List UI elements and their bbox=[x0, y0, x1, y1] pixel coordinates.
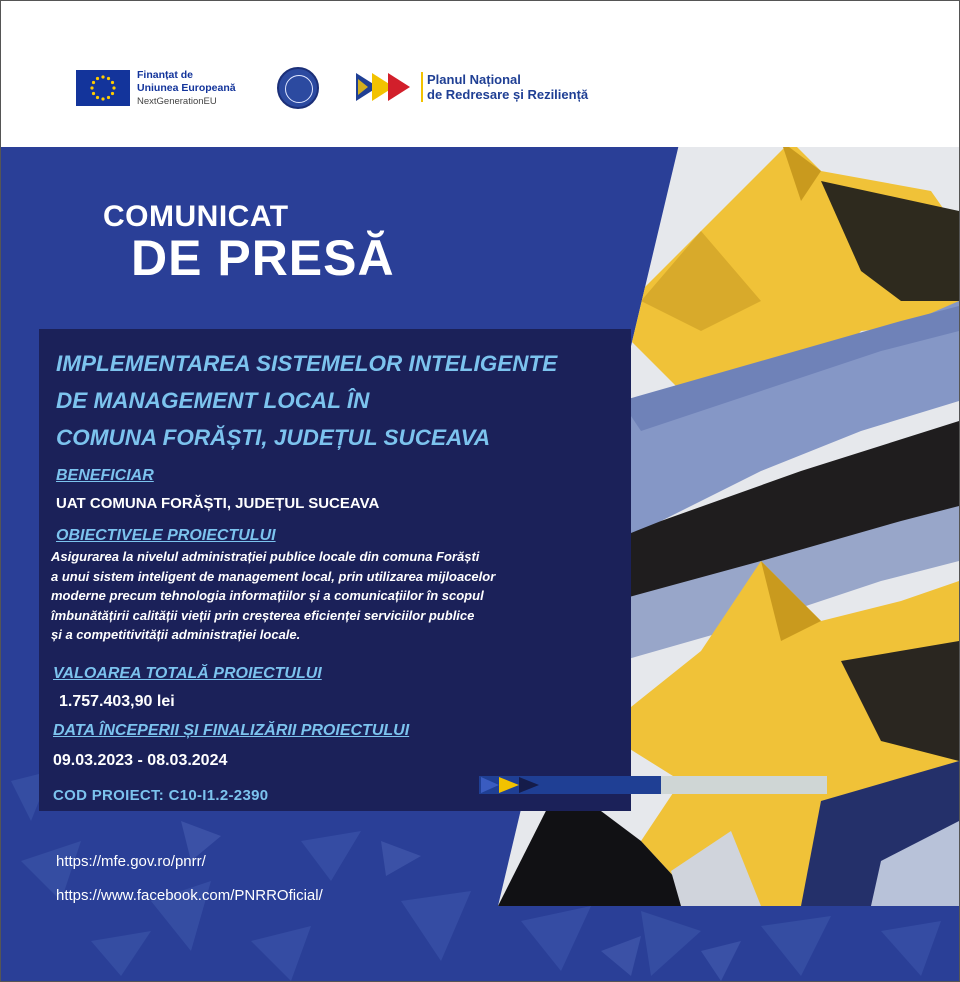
eu-funding-label bbox=[137, 69, 236, 108]
project-title bbox=[56, 345, 557, 456]
title-de-presa: DE PRESĂ bbox=[131, 230, 395, 286]
facebook-link[interactable]: https://www.facebook.com/PNRROficial/ bbox=[56, 887, 323, 904]
pnrr-label bbox=[421, 72, 588, 102]
total-value-label: VALOAREA TOTALĂ PROIECTULUI bbox=[53, 665, 322, 682]
objectives-line: a unui sistem inteligent de management local, prin utilizarea mijloacelor bbox=[51, 568, 496, 584]
total-value-amount: 1.757.403,90 lei bbox=[59, 693, 175, 710]
header-logos bbox=[1, 1, 959, 147]
eu-line-3: NextGenerationEU bbox=[137, 96, 217, 107]
mfe-link[interactable]: https://mfe.gov.ro/pnrr/ bbox=[56, 853, 206, 870]
dates-label: DATA ÎNCEPERII ȘI FINALIZĂRII PROIECTULUI bbox=[53, 722, 410, 739]
eu-line-2: Uniunea Europeană bbox=[137, 82, 236, 94]
objectives-label: OBIECTIVELE PROIECTULUI bbox=[56, 527, 276, 544]
eu-line-1: Finanțat de bbox=[137, 69, 194, 81]
romanian-government-seal-icon bbox=[277, 67, 319, 109]
beneficiary-value: UAT COMUNA FORĂȘTI, JUDEȚUL SUCEAVA bbox=[56, 495, 380, 512]
project-title-line: COMUNA FORĂȘTI, JUDEȚUL SUCEAVA bbox=[56, 425, 491, 450]
project-title-line: IMPLEMENTAREA SISTEMELOR INTELIGENTE bbox=[56, 351, 558, 376]
pnrr-logo-icon bbox=[356, 71, 416, 103]
dates-value: 09.03.2023 - 08.03.2024 bbox=[53, 752, 228, 769]
objectives-line: îmbunătățirii calității vieții prin creșterea eficienței serviciilor publice bbox=[51, 607, 475, 623]
objectives-line: moderne precum tehnologia informațiilor și a comunicațiilor în scopul bbox=[51, 588, 484, 603]
project-title-line: DE MANAGEMENT LOCAL ÎN bbox=[56, 388, 370, 413]
pnrr-line-2: de Redresare și Reziliență bbox=[427, 87, 589, 102]
project-code: COD PROIECT: C10-I1.2-2390 bbox=[53, 787, 269, 804]
title-comunicat: COMUNICAT bbox=[103, 200, 289, 233]
objectives-line: și a competitivității administrației locale. bbox=[51, 627, 301, 642]
decorative-progress-bar bbox=[479, 774, 827, 796]
pnrr-line-1: Planul Național bbox=[427, 72, 521, 87]
beneficiary-label: BENEFICIAR bbox=[56, 467, 154, 484]
objectives-line: Asigurarea la nivelul administrației publice locale din comuna Forăști bbox=[51, 549, 480, 564]
objectives-text bbox=[51, 547, 626, 645]
eu-flag-icon bbox=[76, 70, 130, 106]
